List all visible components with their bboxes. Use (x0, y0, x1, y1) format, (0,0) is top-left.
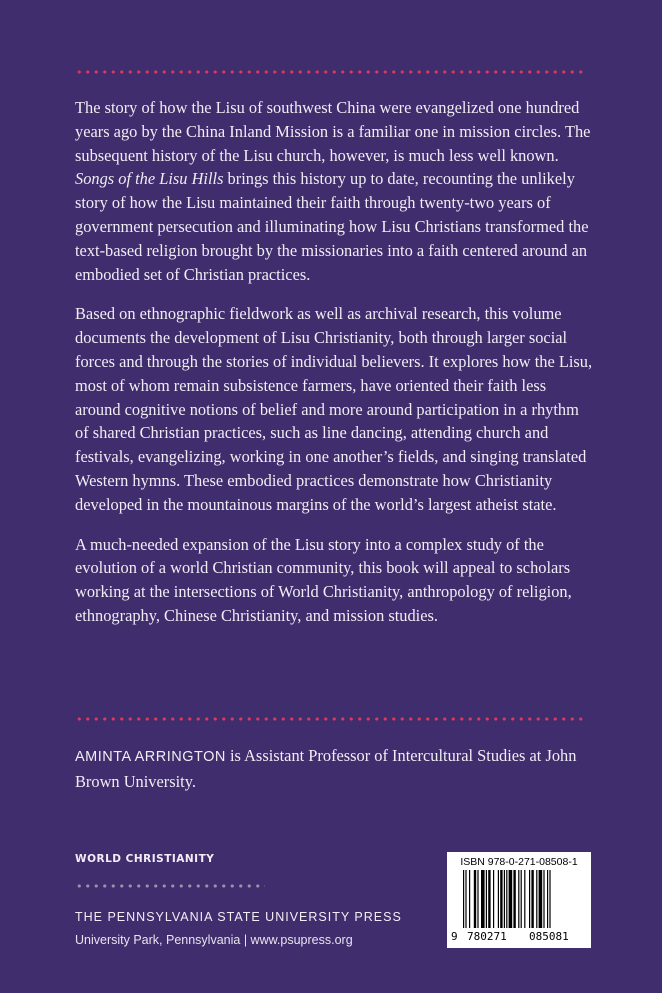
series-name: WORLD CHRISTIANITY (75, 853, 215, 865)
barcode-bar (549, 870, 550, 928)
barcode-bar (463, 870, 464, 928)
barcode-digit-group-1: 780271 (467, 930, 507, 943)
isbn-label: ISBN 978-0-271-08508-1 (460, 856, 578, 868)
middle-dotted-divider (75, 717, 587, 721)
book-title-italic: Songs of the Lisu Hills (75, 169, 224, 189)
barcode-bar (521, 870, 522, 928)
series-dotted-divider (75, 884, 265, 888)
author-bio-text: is Assistant Professor of Intercultural Studies at John Brown University. (75, 746, 577, 791)
barcode-bars (461, 870, 585, 934)
publisher-name: THE PENNSYLVANIA STATE UNIVERSITY PRESS (75, 910, 402, 924)
barcode-bar (547, 870, 548, 928)
blurb-text (75, 96, 595, 644)
author-name: AMINTA ARRINGTON (75, 749, 226, 765)
barcode-bar (529, 870, 530, 928)
blurb-paragraph-3: A much-needed expansion of the Lisu story into a complex study of the evolution of a world Christian community, this book will appeal to scholars working at the intersections of World Christianity, anthropology of religion, ethnography, Chinese Christianity, and mission studies. (75, 534, 572, 625)
barcode-bar (539, 870, 543, 928)
barcode-bar (500, 870, 502, 928)
barcode-bar (493, 870, 494, 928)
barcode-bar (506, 870, 507, 928)
barcode-digit-group-2: 085081 (529, 930, 569, 943)
blurb-paragraph-1 (75, 96, 595, 286)
barcode-bar (481, 870, 485, 928)
barcode-bar (531, 870, 533, 928)
barcode-bar (524, 870, 525, 928)
barcode-bar (488, 870, 490, 928)
barcode-bar (504, 870, 505, 928)
barcode-bar (536, 870, 537, 928)
blurb-paragraph-2: Based on ethnographic fieldwork as well as archival research, this volume documents the development of Lisu Christianity, both through larger social forces and through the stories of individual believers. It explores how the Lisu, most of whom remain subsistence farmers, have oriented their faith less around cognitive notions of belief and more around participation in a rhythm of shared Christian practices, such as line dancing, attending church and festivals, evangelizing, working in one another’s fields, and singing translated Western hymns. These embodied practices demonstrate how Christianity developed in the mountainous margins of the world’s largest atheist state. (75, 304, 593, 514)
top-dotted-divider (75, 70, 587, 74)
author-bio (75, 744, 595, 794)
isbn-barcode (447, 852, 591, 948)
barcode-bar (474, 870, 476, 928)
publisher-address: University Park, Pennsylvania | www.psupress.org (75, 933, 353, 947)
barcode-bar (477, 870, 478, 928)
blurb-p1-start: The story of how the Lisu of southwest China were evangelized one hundred years ago by the China Inland Mission is a familiar one in mission circles. The subsequent history of the Lisu church, however, is much less well known. (75, 98, 591, 165)
barcode-digit-first: 9 (451, 930, 458, 943)
barcode-bar (513, 870, 515, 928)
barcode-bar (509, 870, 513, 928)
barcode-bar (465, 870, 466, 928)
barcode-bar (486, 870, 487, 928)
barcode-bar (469, 870, 470, 928)
barcode-bar (518, 870, 519, 928)
barcode-bar (498, 870, 499, 928)
blurb-p1-end: brings this history up to date, recounting the unlikely story of how the Lisu maintained their faith through twenty-two years of government persecution and illuminating how Lisu Christians transformed the text-based religion brought by the missionaries into a faith centered around an embodied set of Christian practices. (75, 169, 589, 284)
barcode-bar (543, 870, 544, 928)
